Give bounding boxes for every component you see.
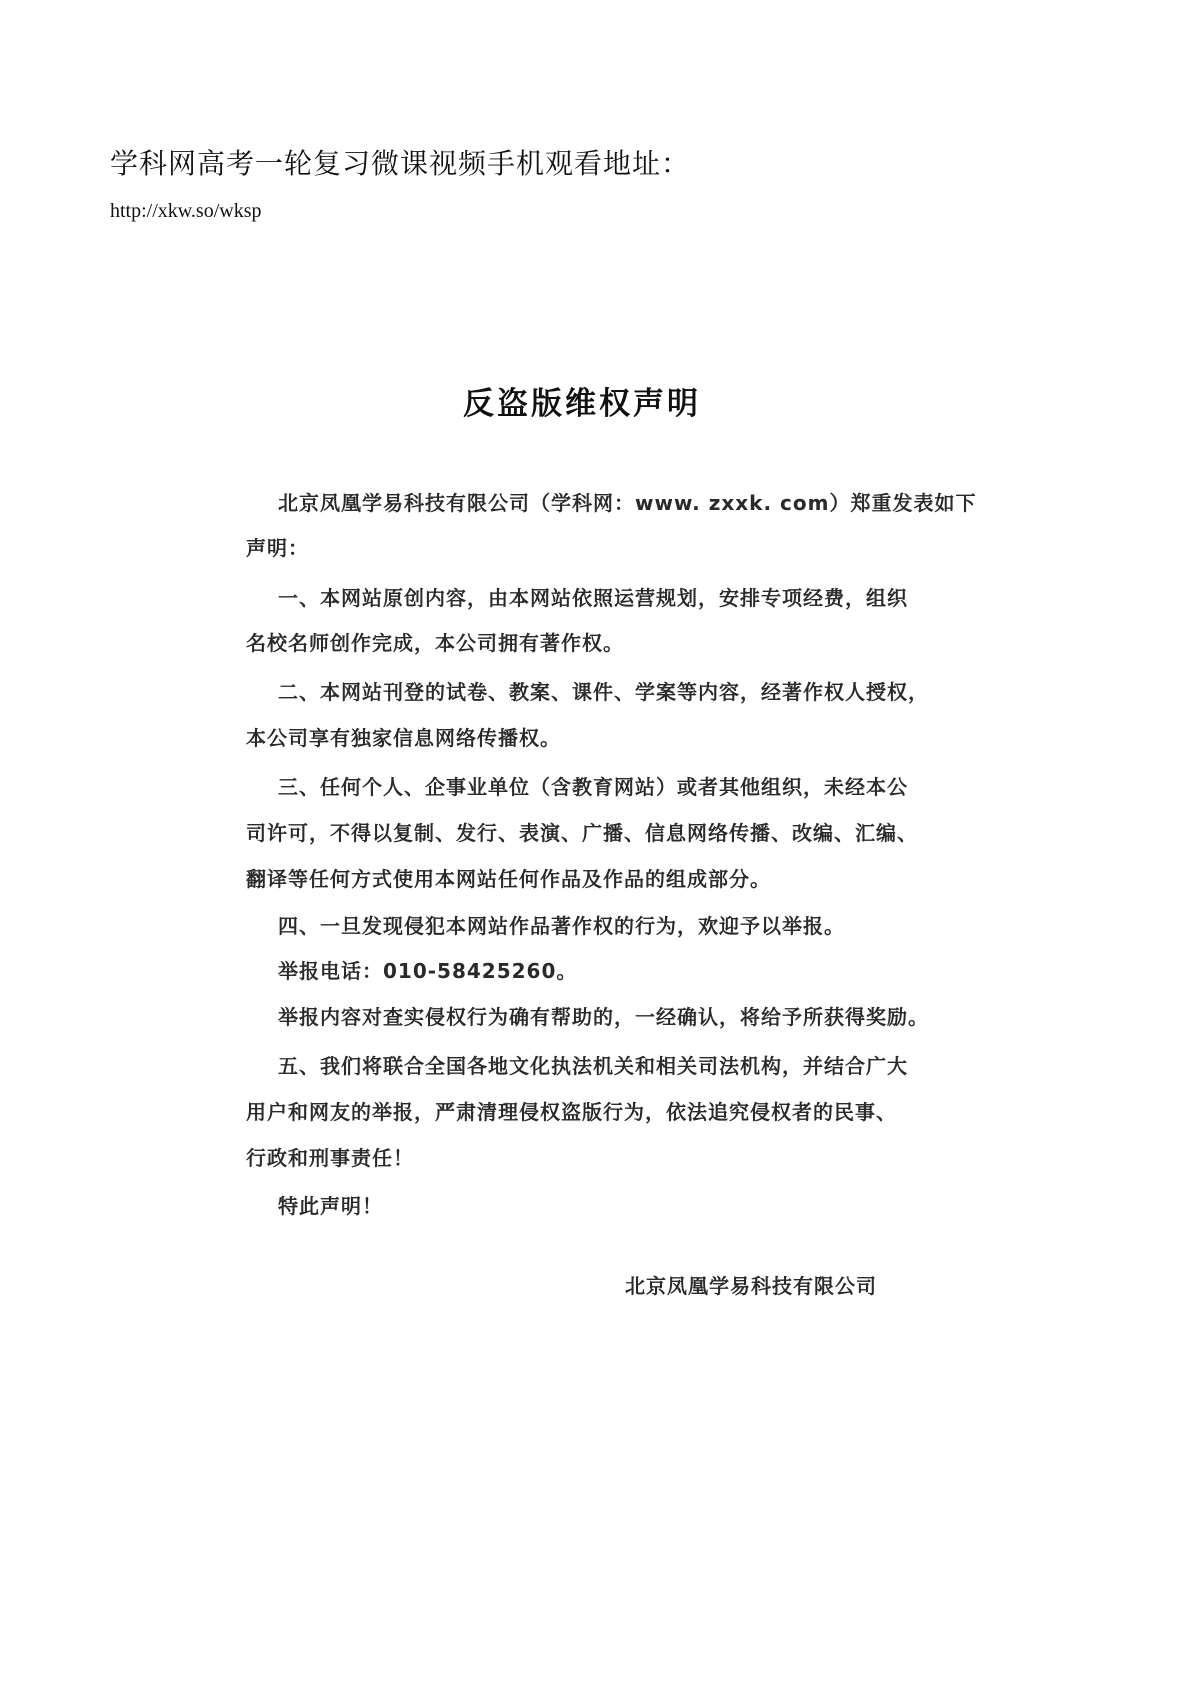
notice-line: 四、一旦发现侵犯本网站作品著作权的行为，欢迎予以举报。: [278, 914, 845, 938]
notice-line: 三、任何个人、企事业单位（含教育网站）或者其他组织，未经本公: [278, 775, 908, 799]
notice-line: 举报内容对查实侵权行为确有帮助的，一经确认，将给予所获得奖励。: [278, 1005, 929, 1029]
notice-line: 名校名师创作完成，本公司拥有著作权。: [246, 631, 624, 655]
notice-line: 翻译等任何方式使用本网站任何作品及作品的组成部分。: [246, 867, 771, 891]
notice-line: 二、本网站刊登的试卷、教案、课件、学案等内容，经著作权人授权，: [278, 680, 929, 704]
notice-line: 举报电话：010-58425260。: [278, 959, 578, 983]
notice-line: 特此声明！: [278, 1194, 383, 1218]
notice-line: 北京凤凰学易科技有限公司（学科网：www. zxxk. com）郑重发表如下: [278, 491, 977, 515]
notice-line: 一、本网站原创内容，由本网站依照运营规划，安排专项经费，组织: [278, 586, 908, 610]
notice-line: 声明：: [246, 536, 309, 560]
notice-line: 五、我们将联合全国各地文化执法机关和相关司法机构，并结合广大: [278, 1054, 908, 1078]
header-url: http://xkw.so/wksp: [110, 200, 262, 222]
notice-line: 行政和刑事责任！: [246, 1146, 414, 1170]
header-title: 学科网高考一轮复习微课视频手机观看地址：: [110, 147, 691, 180]
notice-line: 用户和网友的举报，严肃清理侵权盗版行为，依法追究侵权者的民事、: [246, 1100, 897, 1124]
notice-line: 司许可，不得以复制、发行、表演、广播、信息网络传播、改编、汇编、: [246, 821, 918, 845]
notice-line: 本公司享有独家信息网络传播权。: [246, 726, 561, 750]
notice-title: 反盗版维权声明: [463, 386, 701, 422]
signature: 北京凤凰学易科技有限公司: [625, 1274, 877, 1298]
